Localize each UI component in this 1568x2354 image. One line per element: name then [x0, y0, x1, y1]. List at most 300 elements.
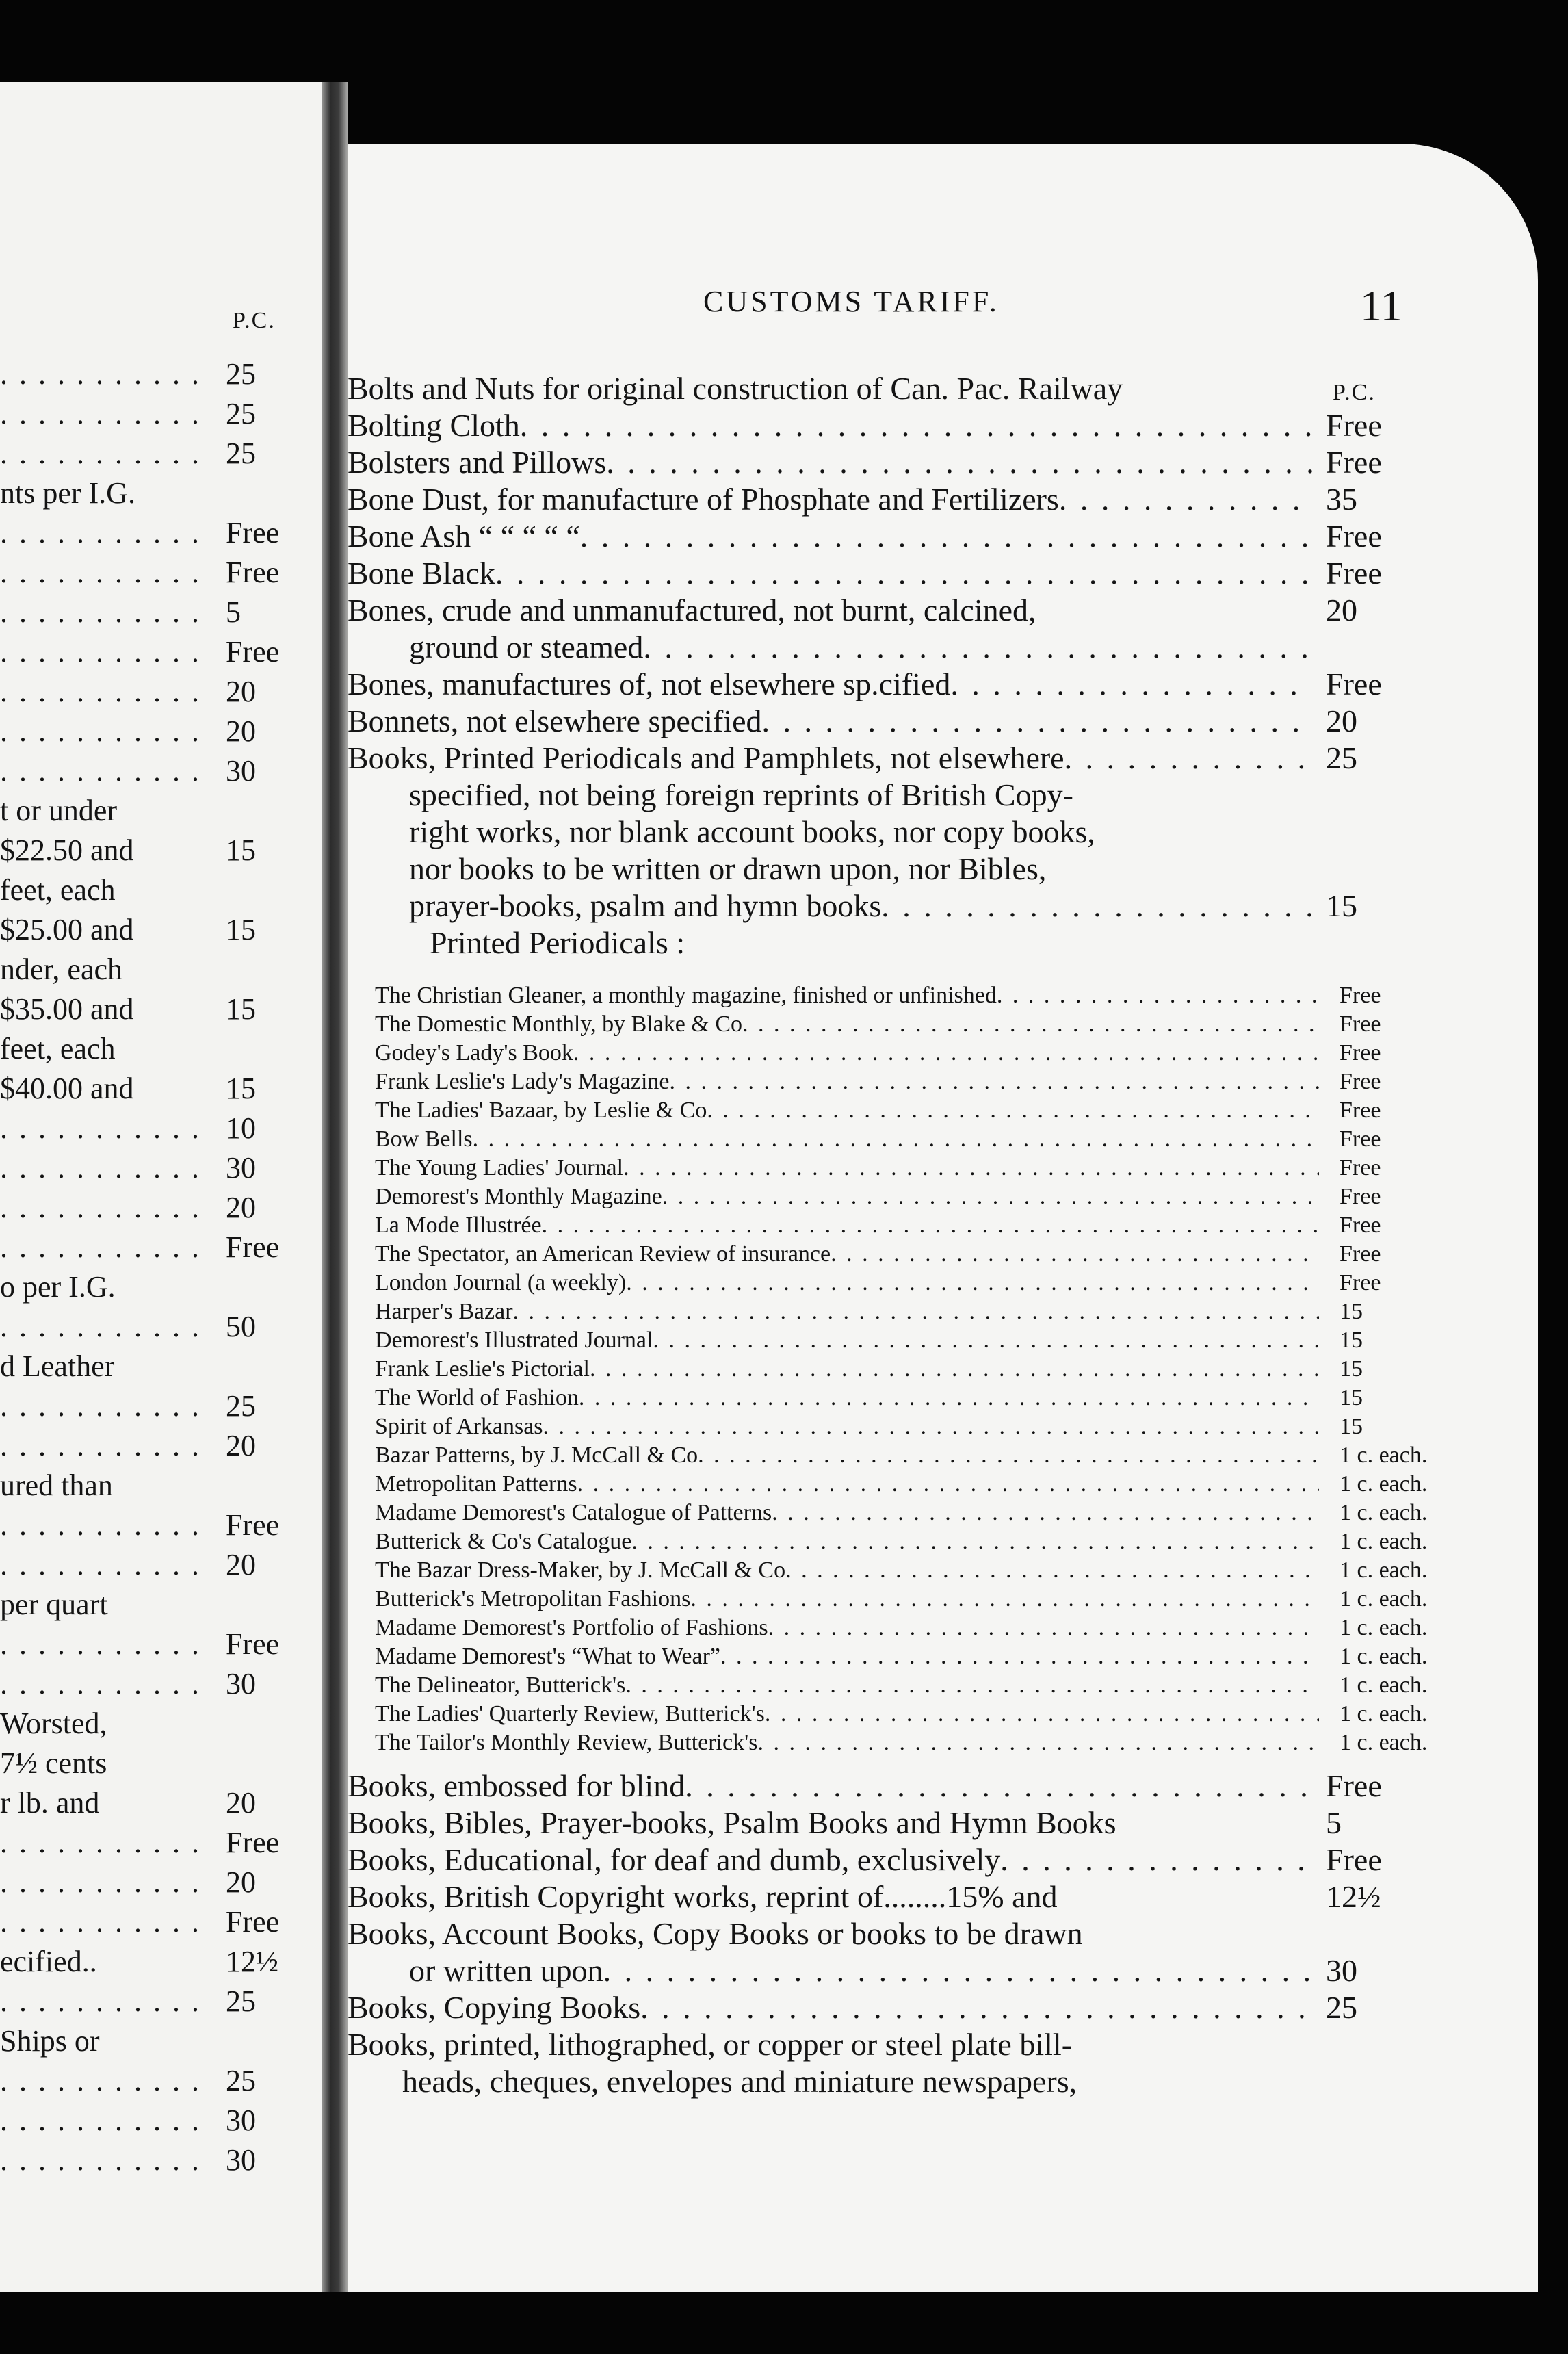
tariff-entry	[348, 739, 1415, 777]
dot-leader	[473, 1125, 1319, 1154]
dot-leader	[785, 1556, 1319, 1585]
entry-label: Books, Educational, for deaf and dumb, exclusively	[348, 1842, 1001, 1877]
entry-label: specified, not being foreign reprints of British Copy-	[409, 777, 1073, 812]
entry-label: The Delineator, Butterick's	[375, 1672, 626, 1698]
entry-label: prayer-books, psalm and hymn books	[409, 888, 882, 923]
left-row	[0, 1229, 287, 1266]
left-row	[0, 1626, 287, 1663]
entry-label: Demorest's Monthly Magazine	[375, 1184, 662, 1209]
periodical-entry	[375, 1642, 1428, 1671]
left-row-text	[0, 396, 205, 432]
left-row-text: $22.50 and	[0, 833, 134, 867]
entry-label: Bone Dust, for manufacture of Phosphate and Fertilizers	[348, 482, 1059, 517]
entry-rate	[1312, 776, 1415, 814]
left-row-text	[0, 1150, 205, 1187]
left-row	[0, 1189, 287, 1226]
entry-rate: Free	[1340, 1069, 1381, 1094]
left-row-text: $40.00 and	[0, 1072, 134, 1105]
entry-label: The Ladies' Quarterly Review, Butterick's	[375, 1701, 765, 1726]
periodical-entry	[375, 1700, 1428, 1729]
left-row-rate: 20	[226, 714, 256, 748]
entry-rate	[1312, 370, 1415, 408]
periodical-entry	[375, 1096, 1415, 1125]
tariff-entry	[348, 776, 1415, 814]
dot-leader	[623, 1154, 1319, 1182]
entry-rate: Free	[1340, 1184, 1381, 1209]
left-row-rate: 30	[226, 2104, 256, 2137]
entry-rate: 20	[1326, 593, 1357, 628]
dot-leader	[520, 406, 1312, 445]
entry-rate: Free	[1326, 556, 1382, 591]
entry-rate: Free	[1340, 1241, 1381, 1267]
left-row-rate: 25	[226, 357, 256, 391]
dot-leader	[768, 1614, 1319, 1642]
left-row	[0, 951, 287, 988]
left-row	[0, 911, 287, 948]
left-row-text	[0, 1547, 205, 1583]
left-row	[0, 753, 287, 790]
entry-label: Books, embossed for blind	[348, 1768, 685, 1803]
periodical-entry	[375, 1470, 1428, 1499]
left-row	[0, 475, 287, 512]
periodical-entry	[375, 1585, 1428, 1614]
entry-rate: 1 c. each.	[1340, 1672, 1428, 1698]
periodical-entry	[375, 1556, 1428, 1585]
dot-leader	[720, 1642, 1319, 1671]
entry-rate: 15	[1340, 1385, 1363, 1410]
dot-leader	[579, 1384, 1319, 1412]
entry-rate: 15	[1340, 1328, 1363, 1353]
left-row-rate: 20	[226, 1429, 256, 1462]
tariff-entry	[348, 850, 1415, 888]
entry-rate: Free	[1340, 1155, 1381, 1180]
entry-rate: 12½	[1326, 1879, 1381, 1914]
left-row-text	[0, 1983, 205, 2020]
left-row	[0, 2102, 287, 2139]
left-row-text	[0, 1110, 205, 1147]
left-row-text	[0, 2142, 205, 2179]
entry-rate	[1312, 2026, 1415, 2064]
left-row-text: feet, each	[0, 1032, 116, 1065]
entry-rate: Free	[1326, 1842, 1382, 1877]
tariff-entry	[348, 2026, 1415, 2064]
dot-leader	[625, 1671, 1319, 1700]
periodical-entry	[375, 1527, 1428, 1556]
dot-leader	[495, 554, 1312, 593]
entry-rate: Free	[1326, 408, 1382, 443]
left-row-rate: 5	[226, 595, 241, 629]
periodical-entry	[375, 981, 1415, 1010]
entry-label: Printed Periodicals :	[430, 925, 685, 960]
left-row-rate: 50	[226, 1310, 256, 1343]
left-row	[0, 1388, 287, 1425]
dot-leader	[643, 628, 1312, 667]
left-row-rate: 15	[226, 992, 256, 1026]
left-row-text: nder, each	[0, 953, 123, 986]
entry-label: La Mode Illustrée	[375, 1213, 542, 1238]
left-row-text	[0, 2062, 205, 2099]
left-row	[0, 515, 287, 552]
left-row-rate: 10	[226, 1111, 256, 1145]
left-row-text	[0, 1308, 205, 1345]
periodical-entry	[375, 1326, 1415, 1355]
left-row	[0, 1904, 287, 1941]
tariff-entry	[348, 813, 1415, 851]
left-row	[0, 1070, 287, 1107]
left-row-text	[0, 554, 205, 591]
periodical-entry	[375, 1384, 1415, 1412]
entry-rate: 15	[1340, 1414, 1363, 1439]
left-row-text	[0, 1388, 205, 1425]
dot-leader	[603, 1952, 1312, 1990]
left-row	[0, 1269, 287, 1306]
dot-leader	[513, 1297, 1319, 1326]
entry-label: heads, cheques, envelopes and miniature newspapers,	[402, 2064, 1077, 2099]
periodical-entry	[375, 1240, 1415, 1269]
entry-rate: Free	[1340, 1213, 1381, 1238]
tariff-entry	[348, 2062, 1415, 2101]
left-row	[0, 594, 287, 631]
left-row-text	[0, 356, 205, 393]
left-row-rate: 25	[226, 1389, 256, 1423]
entry-label: Madame Demorest's Catalogue of Patterns	[375, 1500, 772, 1525]
periodical-entry	[375, 1297, 1415, 1326]
left-row-text	[0, 673, 205, 710]
left-row	[0, 792, 287, 829]
tariff-entry	[348, 924, 1415, 962]
left-row-text	[0, 1626, 205, 1663]
left-row-text: nts per I.G.	[0, 476, 135, 510]
entry-rate: 1 c. each.	[1340, 1615, 1428, 1640]
entry-rate: Free	[1340, 1011, 1381, 1037]
dot-leader	[761, 702, 1312, 740]
left-row-text	[0, 753, 205, 790]
tariff-entry	[348, 406, 1415, 445]
entry-label: Bones, manufactures of, not elsewhere sp.cified	[348, 667, 951, 701]
periodical-entry	[375, 1729, 1428, 1757]
tariff-entry	[348, 1952, 1415, 1990]
left-row-text: d Leather	[0, 1349, 115, 1383]
left-row	[0, 2142, 287, 2179]
left-row-text	[0, 1229, 205, 1266]
entry-label: Bonnets, not elsewhere specified	[348, 703, 762, 738]
entry-rate	[1312, 813, 1415, 851]
left-row-text	[0, 594, 205, 631]
periodical-entry	[375, 1154, 1415, 1182]
left-row-text: Worsted,	[0, 1707, 107, 1740]
entry-rate: Free	[1326, 1768, 1382, 1803]
entry-label: London Journal (a weekly)	[375, 1270, 627, 1295]
right-page	[348, 144, 1538, 2292]
dot-leader	[580, 517, 1312, 556]
entry-rate	[1312, 850, 1415, 888]
left-row-rate: 20	[226, 1548, 256, 1581]
entry-rate	[1312, 2062, 1415, 2101]
left-row-rate: 20	[226, 1191, 256, 1224]
entry-rate: Free	[1340, 1040, 1381, 1065]
entry-label: The Domestic Monthly, by Blake & Co	[375, 1011, 743, 1037]
periodical-entry	[375, 1412, 1415, 1441]
left-row-text	[0, 1864, 205, 1901]
left-row	[0, 1308, 287, 1345]
entry-rate: 1 c. each.	[1340, 1586, 1428, 1612]
left-row-text	[0, 634, 205, 671]
left-row-rate: 30	[226, 2143, 256, 2177]
left-row-text	[0, 713, 205, 750]
left-row	[0, 554, 287, 591]
dot-leader	[707, 1096, 1319, 1125]
entry-label: Bolting Cloth	[348, 408, 520, 443]
entry-rate: 1 c. each.	[1340, 1730, 1428, 1755]
dot-leader	[670, 1068, 1319, 1096]
periodical-entry	[375, 1671, 1428, 1700]
left-row-text	[0, 1427, 205, 1464]
left-row-text	[0, 1189, 205, 1226]
periodical-entry	[375, 1355, 1415, 1384]
entry-label: The Spectator, an American Review of insurance	[375, 1241, 831, 1267]
tariff-entry	[348, 1915, 1415, 1953]
left-row-text: o per I.G.	[0, 1270, 116, 1304]
entry-label: Books, Account Books, Copy Books or books to be drawn	[348, 1916, 1083, 1951]
entry-rate: 15	[1340, 1299, 1363, 1324]
entry-rate: 25	[1326, 1990, 1357, 2025]
left-row-text	[0, 515, 205, 552]
dot-leader	[1000, 1841, 1312, 1879]
left-row-text	[0, 1904, 205, 1941]
tariff-entry	[348, 443, 1415, 482]
tariff-entry	[348, 591, 1415, 630]
left-row	[0, 1348, 287, 1385]
entry-label: The Christian Gleaner, a monthly magazine, finished or unfinished	[375, 983, 997, 1008]
running-head: CUSTOMS TARIFF.	[703, 285, 999, 318]
left-row-text: Ships or	[0, 2024, 100, 2058]
entry-rate: 25	[1326, 740, 1357, 775]
periodical-entry	[375, 1039, 1415, 1068]
dot-leader	[626, 1269, 1319, 1297]
entry-rate: 1 c. each.	[1340, 1557, 1428, 1583]
tariff-entry	[348, 1878, 1415, 1916]
tariff-entry	[348, 1989, 1415, 2027]
entry-rate: Free	[1340, 983, 1381, 1008]
left-pc-header: P.C.	[233, 308, 276, 333]
entry-rate: 30	[1326, 1953, 1357, 1988]
left-row-rate: 25	[226, 437, 256, 470]
entry-rate	[1312, 1915, 1415, 1953]
entry-label: nor books to be written or drawn upon, nor Bibles,	[409, 851, 1047, 886]
tariff-entry	[348, 1767, 1415, 1805]
dot-leader	[606, 443, 1312, 482]
left-row-text: feet, each	[0, 873, 116, 907]
periodical-entry	[375, 1182, 1415, 1211]
left-row	[0, 1943, 287, 1980]
left-row-rate: Free	[226, 1826, 280, 1859]
entry-label: Butterick's Metropolitan Fashions	[375, 1586, 691, 1612]
left-row-rate: Free	[226, 516, 280, 549]
left-row	[0, 396, 287, 432]
left-row-rate: 25	[226, 1984, 256, 2018]
dot-leader	[757, 1729, 1319, 1757]
entry-label: Bones, crude and unmanufactured, not burnt, calcined,	[348, 593, 1036, 628]
left-row-rate: Free	[226, 635, 280, 669]
left-row	[0, 1586, 287, 1623]
entry-label: Frank Leslie's Pictorial	[375, 1356, 590, 1382]
left-row	[0, 872, 287, 909]
left-row-text: per quart	[0, 1588, 108, 1621]
dot-leader	[881, 887, 1312, 925]
left-row-text	[0, 1666, 205, 1703]
dot-leader	[831, 1240, 1319, 1269]
left-row-text: t or under	[0, 794, 118, 827]
entry-label: The Ladies' Bazaar, by Leslie & Co	[375, 1098, 707, 1123]
left-row	[0, 2062, 287, 2099]
left-row	[0, 435, 287, 472]
left-row	[0, 1031, 287, 1068]
entry-rate: Free	[1340, 1126, 1381, 1152]
left-row	[0, 1785, 287, 1822]
entry-label: Godey's Lady's Book	[375, 1040, 573, 1065]
tariff-entry	[348, 480, 1415, 519]
left-row-text: $35.00 and	[0, 992, 134, 1026]
entry-label: The World of Fashion	[375, 1385, 579, 1410]
entry-rate: 1 c. each.	[1340, 1529, 1428, 1554]
periodical-entry	[375, 1499, 1428, 1527]
tariff-entry	[348, 370, 1415, 408]
entry-label: or written upon	[409, 1953, 603, 1988]
dot-leader	[698, 1441, 1319, 1470]
left-row-rate: Free	[226, 1230, 280, 1264]
left-row-text	[0, 2102, 205, 2139]
left-row-rate: 25	[226, 2064, 256, 2097]
dot-leader	[950, 665, 1312, 703]
periodical-entry	[375, 1068, 1415, 1096]
entry-rate: 1 c. each.	[1340, 1471, 1428, 1497]
entry-label: The Tailor's Monthly Review, Butterick's	[375, 1730, 758, 1755]
entry-label: right works, nor blank account books, nor copy books,	[409, 814, 1095, 849]
entry-label: Books, printed, lithographed, or copper or steel plate bill-	[348, 2027, 1073, 2062]
dot-leader	[542, 1211, 1319, 1240]
entry-rate: 1 c. each.	[1340, 1443, 1428, 1468]
entry-label: Metropolitan Patterns	[375, 1471, 577, 1497]
dot-leader	[640, 1989, 1312, 2027]
left-row-rate: 12½	[226, 1945, 278, 1978]
left-row	[0, 1507, 287, 1544]
dot-leader	[543, 1412, 1319, 1441]
entry-rate: Free	[1340, 1098, 1381, 1123]
tariff-entry	[348, 1841, 1415, 1879]
left-row	[0, 1427, 287, 1464]
dot-leader	[653, 1326, 1319, 1355]
entry-label: ground or steamed	[409, 630, 644, 664]
entry-label: The Young Ladies' Journal	[375, 1155, 624, 1180]
entry-rate: 1 c. each.	[1340, 1644, 1428, 1669]
entry-rate: 1 c. each.	[1340, 1701, 1428, 1726]
dot-leader	[573, 1039, 1319, 1068]
left-row-rate: Free	[226, 1905, 280, 1939]
left-row	[0, 1983, 287, 2020]
left-row-text: $25.00 and	[0, 913, 134, 946]
periodical-entry	[375, 1269, 1415, 1297]
dot-leader	[577, 1470, 1319, 1499]
entry-rate: 1 c. each.	[1340, 1500, 1428, 1525]
dot-leader	[772, 1499, 1319, 1527]
dot-leader	[997, 981, 1319, 1010]
tariff-entry	[348, 554, 1415, 593]
left-row-text: ecified..	[0, 1945, 97, 1978]
left-row	[0, 1467, 287, 1504]
page-number: 11	[1360, 281, 1402, 330]
entry-label: Bolts and Nuts for original construction of Can. Pac. Railway	[348, 371, 1123, 406]
dot-leader	[765, 1700, 1319, 1729]
tariff-entry	[348, 628, 1415, 667]
left-page	[0, 82, 322, 2292]
entry-rate	[1312, 924, 1415, 962]
entry-label: Harper's Bazar	[375, 1299, 513, 1324]
entry-rate: 15	[1340, 1356, 1363, 1382]
left-row-rate: 20	[226, 1786, 256, 1820]
left-row-rate: Free	[226, 1627, 280, 1661]
entry-label: Books, Printed Periodicals and Pamphlets, not elsewhere	[348, 740, 1064, 775]
entry-label: The Bazar Dress-Maker, by J. McCall & Co	[375, 1557, 786, 1583]
entry-label: Books, Copying Books	[348, 1990, 641, 2025]
left-row-rate: 15	[226, 833, 256, 867]
dot-leader	[742, 1010, 1319, 1039]
entry-label: Frank Leslie's Lady's Magazine	[375, 1069, 670, 1094]
left-row	[0, 713, 287, 750]
tariff-entry	[348, 1804, 1415, 1842]
entry-rate: Free	[1326, 519, 1382, 554]
left-row-text: r lb. and	[0, 1786, 100, 1820]
tariff-entry	[348, 702, 1415, 740]
entry-label: Bolsters and Pillows	[348, 445, 607, 480]
left-row	[0, 673, 287, 710]
entry-label: Demorest's Illustrated Journal	[375, 1328, 653, 1353]
entry-rate: Free	[1326, 445, 1382, 480]
left-row-text: 7½ cents	[0, 1746, 107, 1780]
left-row	[0, 832, 287, 869]
dot-leader	[685, 1767, 1312, 1805]
entry-rate: 5	[1326, 1805, 1342, 1840]
left-row-text	[0, 435, 205, 472]
left-row-rate: 15	[226, 1072, 256, 1105]
left-row	[0, 991, 287, 1028]
left-row-rate: 25	[226, 397, 256, 430]
left-row-text	[0, 1824, 205, 1861]
entry-label: Bone Black	[348, 556, 495, 591]
left-row-rate: 20	[226, 1865, 256, 1899]
entry-label: Bone Ash “ “ “ “ “	[348, 519, 580, 554]
periodical-entry	[375, 1125, 1415, 1154]
left-row	[0, 1745, 287, 1782]
entry-rate: 20	[1326, 703, 1357, 738]
left-row-rate: Free	[226, 556, 280, 589]
left-row	[0, 1666, 287, 1703]
entry-label: Bazar Patterns, by J. McCall & Co	[375, 1443, 698, 1468]
tariff-entry	[348, 887, 1415, 925]
left-row-rate: 20	[226, 675, 256, 708]
periodical-entry	[375, 1614, 1428, 1642]
book-gutter	[322, 82, 348, 2292]
left-row-rate: 15	[226, 913, 256, 946]
entry-label: Butterick & Co's Catalogue	[375, 1529, 632, 1554]
left-row	[0, 1547, 287, 1583]
dot-leader	[1059, 480, 1312, 519]
dot-leader	[690, 1585, 1319, 1614]
left-row	[0, 634, 287, 671]
dot-leader	[631, 1527, 1319, 1556]
left-row-rate: 30	[226, 1667, 256, 1700]
entry-label: Books, British Copyright works, reprint of........15% and	[348, 1879, 1058, 1914]
dot-leader	[590, 1355, 1319, 1384]
